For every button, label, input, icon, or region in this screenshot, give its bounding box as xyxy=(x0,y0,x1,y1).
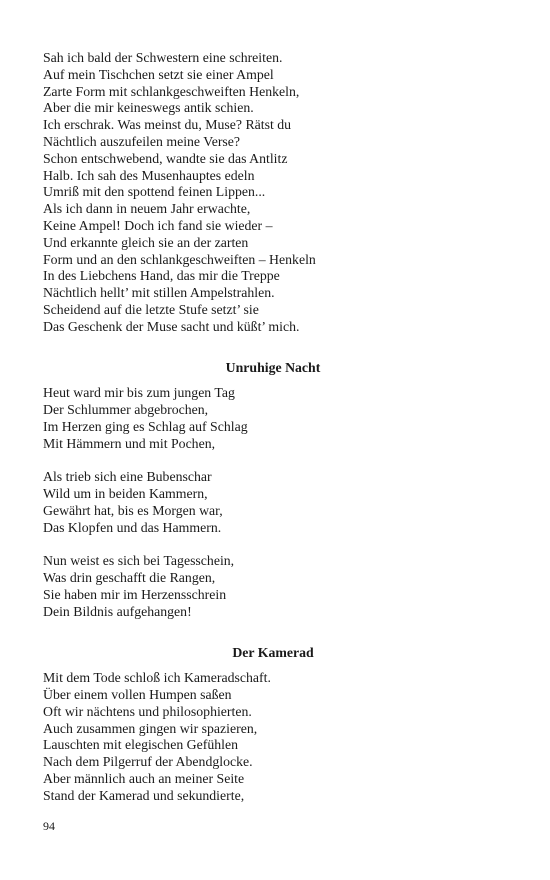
verse-line: Aber männlich auch an meiner Seite xyxy=(43,771,245,787)
verse-line: Aber die mir keineswegs antik schien. xyxy=(43,100,254,116)
verse-line: Nun weist es sich bei Tagesschein, xyxy=(43,553,235,569)
verse-line: Dein Bildnis aufgehangen! xyxy=(43,603,192,619)
verse-line: Gewährt hat, bis es Morgen war, xyxy=(43,502,223,518)
poem-der-kamerad xyxy=(43,645,503,805)
verse-line: Über einem vollen Humpen saßen xyxy=(43,687,232,703)
verse-line: Als trieb sich eine Bubenschar xyxy=(43,469,212,485)
verse-line: Halb. Ich sah des Musenhauptes edeln xyxy=(43,167,255,183)
verse-line: Heut ward mir bis zum jungen Tag xyxy=(43,385,235,401)
stanza xyxy=(43,50,503,336)
stanza xyxy=(43,385,503,452)
stanza xyxy=(43,553,503,620)
verse-line: Das Klopfen und das Hammern. xyxy=(43,519,222,535)
page-number: 94 xyxy=(43,819,55,833)
verse-line: Lauschten mit elegischen Gefühlen xyxy=(43,737,239,753)
verse-line: Scheidend auf die letzte Stufe setzt’ sie xyxy=(43,301,259,317)
verse-line: Zarte Form mit schlankgeschweiften Henkeln, xyxy=(43,83,300,99)
poem-title: Unruhige Nacht xyxy=(225,359,321,375)
verse-line: Nach dem Pilgerruf der Abendglocke. xyxy=(43,754,253,770)
verse-line: Sah ich bald der Schwestern eine schreiten. xyxy=(43,50,283,65)
book-page xyxy=(43,50,503,805)
verse-line: Form und an den schlankgeschweiften – Henkeln xyxy=(43,251,316,267)
verse-line: Umriß mit den spottend feinen Lippen... xyxy=(43,184,266,200)
verse-line: Mit dem Tode schloß ich Kameradschaft. xyxy=(43,670,271,686)
verse-line: Mit Hämmern und mit Pochen, xyxy=(43,435,216,451)
verse-line: Sie haben mir im Herzensschrein xyxy=(43,586,227,602)
verse-line: Als ich dann in neuem Jahr erwachte, xyxy=(43,201,251,217)
verse-line: Das Geschenk der Muse sacht und küßt’ mich. xyxy=(43,318,300,334)
verse-line: Wild um in beiden Kammern, xyxy=(43,486,208,502)
verse-line: Im Herzen ging es Schlag auf Schlag xyxy=(43,418,248,434)
verse-line: Keine Ampel! Doch ich fand sie wieder – xyxy=(43,217,273,233)
verse-line: Nächtlich auszufeilen meine Verse? xyxy=(43,133,241,149)
stanza xyxy=(43,670,503,804)
verse-line: Der Schlummer abgebrochen, xyxy=(43,402,209,418)
verse-line: Ich erschrak. Was meinst du, Muse? Rätst du xyxy=(43,117,292,133)
poem-unruhige-nacht xyxy=(43,360,503,621)
verse-line: Auch zusammen gingen wir spazieren, xyxy=(43,720,258,736)
verse-line: Und erkannte gleich sie an der zarten xyxy=(43,234,249,250)
verse-line: In des Liebchens Hand, das mir die Treppe xyxy=(43,268,280,284)
verse-line: Auf mein Tischchen setzt sie einer Ampel xyxy=(43,66,274,82)
verse-line: Schon entschwebend, wandte sie das Antlitz xyxy=(43,150,288,166)
poem-continued xyxy=(43,50,503,336)
verse-line: Was drin geschafft die Rangen, xyxy=(43,570,216,586)
verse-line: Oft wir nächtens und philosophierten. xyxy=(43,703,252,719)
verse-line: Stand der Kamerad und sekundierte, xyxy=(43,787,245,803)
poem-title: Der Kamerad xyxy=(232,644,314,660)
stanza xyxy=(43,469,503,536)
verse-line: Nächtlich hellt’ mit stillen Ampelstrahlen. xyxy=(43,285,275,301)
